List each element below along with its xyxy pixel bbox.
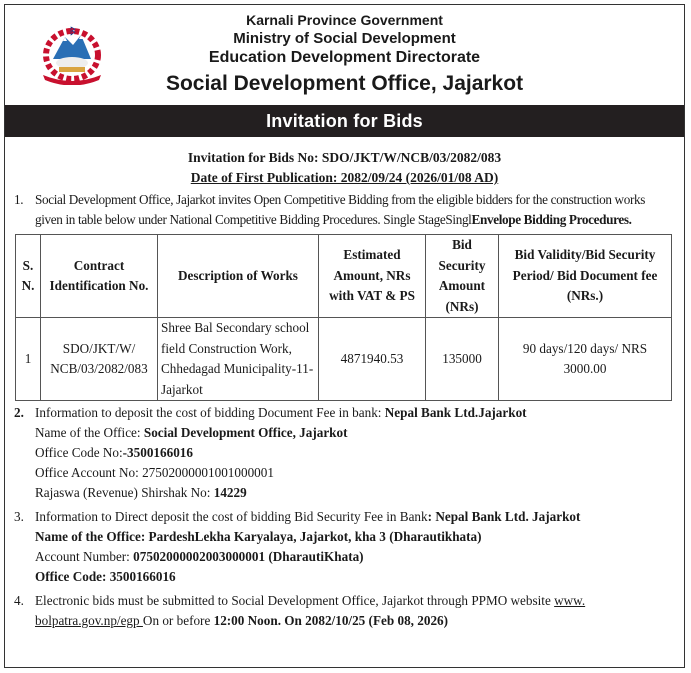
cell-estimated-amount: 4871940.53	[319, 318, 426, 401]
col-sn: S. N.	[16, 235, 41, 318]
cell-validity-fee: 90 days/120 days/ NRS 3000.00	[499, 318, 672, 401]
clause-1-bold: Envelope Bidding Procedures.	[471, 212, 632, 227]
clause-number: 3.	[14, 509, 24, 524]
ministry-name: Ministry of Social Development	[233, 30, 456, 47]
deposit-account-label: Account Number:	[35, 549, 134, 564]
col-validity-fee: Bid Validity/Bid Security Period/ Bid Document fee (NRs.)	[499, 235, 672, 318]
cell-bid-security: 135000	[426, 318, 499, 401]
clause-3-intro: Information to Direct deposit the cost of bidding Bid Security Fee in Bank	[35, 509, 428, 524]
office-name: Social Development Office, Jajarkot	[165, 72, 524, 95]
clause-1-text: Social Development Office, Jajarkot invites Open Competitive Bidding from the eligible bidders for the construction works given in table below under National Competitive Bidding Procedures. Single StageSingl	[35, 192, 646, 227]
office-value: Social Development Office, Jajarkot	[143, 425, 348, 440]
table-header-row	[16, 235, 672, 318]
cell-description: Shree Bal Secondary school field Construction Work, Chhedagad Municipality-11-Jajarkot	[158, 318, 319, 401]
table-row	[16, 318, 672, 401]
submission-deadline: 12:00 Noon. On 2082/10/25 (Feb 08, 2026)	[213, 613, 449, 628]
province-name: Karnali Province Government	[246, 12, 443, 28]
clause-2-intro: Information to deposit the cost of bidding Document Fee in bank:	[35, 405, 385, 420]
document-header	[5, 5, 684, 105]
document-fee-bank: Nepal Bank Ltd.Jajarkot	[384, 405, 527, 420]
deadline-label: On or before	[142, 613, 214, 628]
account-value: 27502000001001000001	[142, 465, 274, 480]
office-code-label: Office Code No:	[35, 445, 123, 460]
directorate-name: Education Development Directorate	[208, 49, 481, 66]
publication-date: Date of First Publication: 2082/09/24 (2026/01/08 AD)	[190, 170, 499, 185]
col-estimated-amount: Estimated Amount, NRs with VAT & PS	[319, 235, 426, 318]
clause-4	[5, 591, 684, 631]
rajaswa-label: Rajaswa (Revenue) Shirshak No:	[35, 485, 214, 500]
clause-2	[5, 403, 684, 503]
account-label: Office Account No:	[35, 465, 143, 480]
deposit-office-line: Name of the Office: PardeshLekha Karyalaya, Jajarkot, kha 3 (Dharautikhata)	[35, 529, 482, 544]
header-titles	[5, 11, 684, 97]
clause-3	[5, 507, 684, 587]
bolpatra-link-part2[interactable]: bolpatra.gov.np/egp	[35, 613, 143, 628]
office-code-value: -3500166016	[122, 445, 193, 460]
notice-body	[5, 148, 684, 631]
col-contract-id: Contract Identification No.	[41, 235, 158, 318]
clause-4-intro: Electronic bids must be submitted to Social Development Office, Jajarkot through PPMO website	[35, 593, 555, 608]
rajaswa-value: 14229	[213, 485, 247, 500]
office-label: Name of the Office:	[35, 425, 144, 440]
clause-number: 2.	[14, 405, 24, 420]
bid-notice-document	[4, 4, 685, 668]
clause-1	[5, 190, 684, 230]
ifb-number: Invitation for Bids No: SDO/JKT/W/NCB/03/2082/083	[187, 150, 502, 165]
cell-contract-id: SDO/JKT/W/ NCB/03/2082/083	[41, 318, 158, 401]
deposit-office-code: Office Code: 3500166016	[35, 569, 176, 584]
bid-security-bank: : Nepal Bank Ltd. Jajarkot	[427, 509, 581, 524]
clause-number: 4.	[14, 593, 24, 608]
bolpatra-link-part1[interactable]: www.	[554, 593, 586, 608]
notice-banner: Invitation for Bids	[5, 105, 684, 137]
works-table	[15, 234, 672, 401]
deposit-account-value: 07502000002003000001 (DharautiKhata)	[133, 549, 364, 564]
clause-number: 1.	[14, 192, 24, 207]
cell-sn: 1	[16, 318, 41, 401]
col-bid-security: Bid Security Amount (NRs)	[426, 235, 499, 318]
col-description: Description of Works	[158, 235, 319, 318]
